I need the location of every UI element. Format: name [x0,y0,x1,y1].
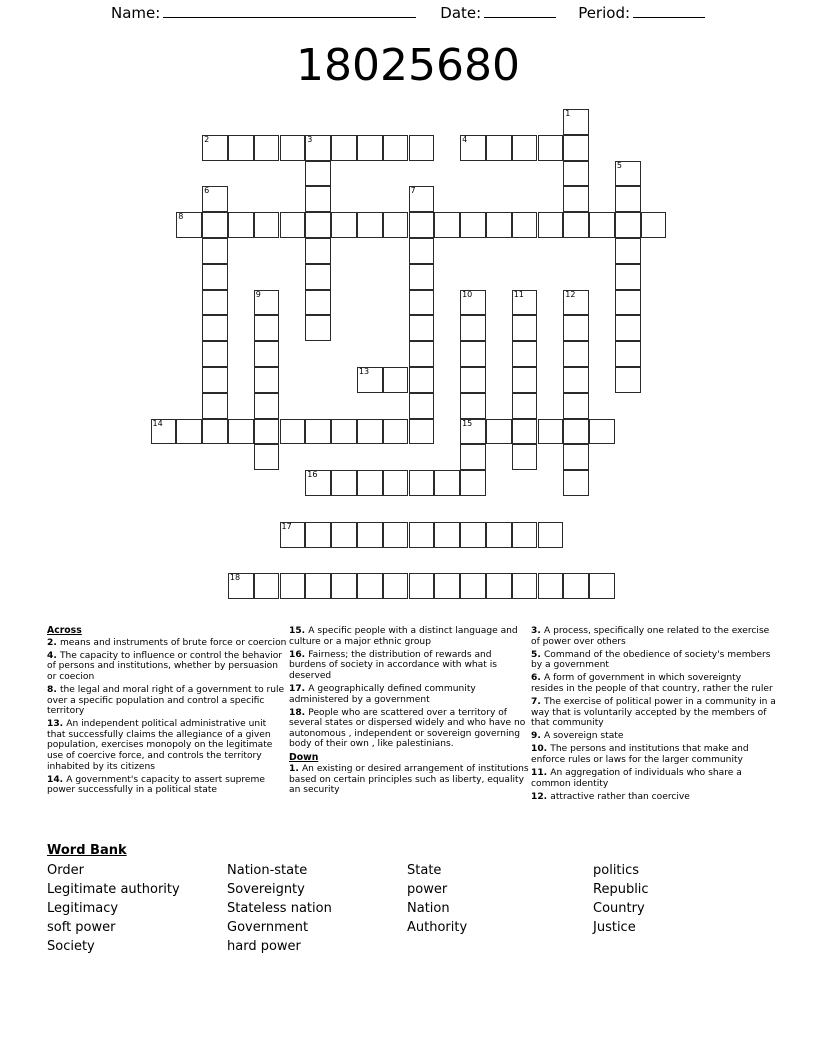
grid-cell[interactable] [331,419,357,445]
grid-cell[interactable] [202,238,228,264]
grid-cell[interactable] [563,470,589,496]
grid-cell[interactable] [615,367,641,393]
grid-cell[interactable] [486,522,512,548]
clue-item [47,775,287,796]
grid-cell[interactable] [305,212,331,238]
clue-text: A form of government in which sovereignty resides in the people of that country, rather the ruler [531,673,773,694]
clue-item [47,719,287,772]
grid-cell[interactable] [202,315,228,341]
clue-text: A government's capacity to assert supreme power successfully in a political state [47,774,265,796]
clue-number: 2. [47,637,60,648]
grid-cell[interactable] [202,186,228,212]
grid-cell[interactable] [434,212,460,238]
grid-cell[interactable] [512,315,538,341]
grid-cell[interactable] [254,573,280,599]
grid-cell[interactable] [615,264,641,290]
grid-cell[interactable] [563,161,589,187]
word-bank-item: Society [47,939,95,954]
grid-cell[interactable] [305,135,331,161]
grid-cell[interactable] [486,419,512,445]
grid-cell[interactable] [512,341,538,367]
clue-number: 18. [289,707,309,718]
clue-text: The exercise of political power in a community in a way that is voluntarily accepted by the members of that community [531,697,776,729]
grid-cell[interactable] [254,290,280,316]
grid-cell-number: 7 [410,186,416,196]
grid-cell-number: 12 [565,289,576,299]
grid-cell[interactable] [538,135,564,161]
grid-cell[interactable] [512,367,538,393]
word-bank-column [227,861,407,956]
grid-cell[interactable] [460,290,486,316]
grid-cell[interactable] [615,341,641,367]
clue-text: A process, specifically one related to the exercise of power over others [531,626,770,647]
grid-cell[interactable] [357,135,383,161]
grid-cell[interactable] [460,444,486,470]
grid-cell[interactable] [512,419,538,445]
grid-cell[interactable] [357,470,383,496]
clue-number: 6. [531,673,544,684]
word-bank-columns [47,861,787,956]
grid-cell[interactable] [563,186,589,212]
grid-cell[interactable] [383,470,409,496]
grid-cell[interactable] [254,444,280,470]
grid-cell-number: 11 [513,289,524,299]
word-bank-item: politics [593,863,640,878]
grid-cell[interactable] [512,290,538,316]
grid-cell[interactable] [305,522,331,548]
grid-cell[interactable] [409,522,435,548]
clue-number: 12. [531,791,551,802]
clue-number: 3. [531,626,544,636]
grid-cell[interactable] [280,135,306,161]
grid-cell[interactable] [641,212,667,238]
grid-cell[interactable] [512,522,538,548]
grid-cell[interactable] [202,212,228,238]
grid-cell[interactable] [434,573,460,599]
grid-cell[interactable] [202,393,228,419]
grid-cell[interactable] [228,419,254,445]
clue-item [47,651,287,683]
grid-cell[interactable] [202,264,228,290]
grid-cell[interactable] [280,419,306,445]
clue-text: An aggregation of individuals who share a common identity [531,768,742,789]
clue-text: People who are scattered over a territory of several states or dispersed widely and who have no autonomous , independent or sovereign governing body of their own , like palestinians. [289,707,526,750]
grid-cell[interactable] [563,444,589,470]
grid-cell[interactable] [409,419,435,445]
grid-cell[interactable] [357,522,383,548]
clue-text: An existing or desired arrangement of institutions based on certain principles such as liberty, equality an security [289,764,529,796]
clue-number: 13. [47,719,67,730]
grid-cell[interactable] [563,573,589,599]
grid-cell[interactable] [254,341,280,367]
clue-text: the legal and moral right of a government to rule over a specific population and control a specific territory [47,684,285,717]
clue-text: A sovereign state [543,731,624,742]
clue-item [531,626,776,647]
grid-cell[interactable] [589,419,615,445]
clue-text: means and instruments of brute force or coercion [59,637,287,648]
word-bank-item: hard power [227,939,301,954]
grid-cell[interactable] [331,522,357,548]
grid-cell[interactable] [383,212,409,238]
grid-cell-number: 17 [281,521,292,531]
clue-item [289,626,529,647]
page-title: 18025680 [296,40,520,91]
clue-number: 14. [47,774,67,785]
grid-cell[interactable] [512,135,538,161]
grid-cell-number: 8 [178,212,184,222]
word-bank-item: Republic [593,882,649,897]
grid-cell[interactable] [538,419,564,445]
grid-cell[interactable] [538,212,564,238]
grid-cell[interactable] [512,212,538,238]
grid-cell[interactable] [305,315,331,341]
grid-cell[interactable] [357,367,383,393]
grid-cell[interactable] [512,444,538,470]
grid-cell[interactable] [563,341,589,367]
grid-cell[interactable] [460,573,486,599]
across-heading: Across [47,625,82,636]
word-bank-column [407,861,593,956]
grid-cell[interactable] [563,212,589,238]
grid-cell[interactable] [228,135,254,161]
grid-cell[interactable] [383,419,409,445]
word-bank-item: power [407,882,448,897]
grid-cell[interactable] [460,522,486,548]
grid-cell-number: 5 [616,160,622,170]
grid-cell[interactable] [305,470,331,496]
grid-cell[interactable] [434,470,460,496]
grid-cell-number: 14 [152,418,163,428]
grid-cell[interactable] [615,315,641,341]
grid-cell[interactable] [589,212,615,238]
clue-item [531,673,776,694]
word-bank-item: State [407,863,442,878]
clue-column-1 [47,626,287,798]
clue-item [289,764,529,796]
grid-cell[interactable] [254,315,280,341]
grid-cell[interactable] [460,419,486,445]
grid-cell[interactable] [563,419,589,445]
grid-cell[interactable] [254,419,280,445]
clue-number: 10. [531,744,551,755]
grid-cell[interactable] [615,186,641,212]
clue-number: 16. [289,649,309,660]
word-bank-item: Justice [593,920,636,935]
grid-cell[interactable] [460,367,486,393]
clue-text: Command of the obedience of society's members by a government [531,649,771,671]
clue-item [531,792,776,803]
grid-cell[interactable] [202,419,228,445]
down-heading: Down [289,751,319,763]
word-bank-item: Legitimate authority [47,882,180,897]
grid-cell[interactable] [254,393,280,419]
grid-cell[interactable] [409,367,435,393]
word-bank-column [593,861,773,956]
word-bank-item: Authority [407,920,468,935]
clue-item [289,708,529,750]
grid-cell[interactable] [383,367,409,393]
clue-number: 5. [531,649,544,660]
grid-cell-number: 16 [307,470,318,480]
clue-item [531,697,776,729]
grid-cell[interactable] [512,573,538,599]
grid-cell[interactable] [383,573,409,599]
grid-cell-number: 13 [358,367,370,376]
grid-cell[interactable] [563,393,589,419]
clue-lists [0,626,816,831]
grid-cell[interactable] [357,212,383,238]
grid-cell[interactable] [228,212,254,238]
clue-item [289,684,529,705]
grid-cell[interactable] [254,212,280,238]
clue-item [531,650,776,671]
word-bank-item: Nation [407,901,450,916]
clue-item [531,768,776,789]
grid-cell-number: 15 [462,418,473,428]
clue-column-3 [531,626,776,805]
clue-text: An independent political administrative unit that successfully claims the allegiance of a given population, exercises monopoly on the legitimate use of coercive force, and controls the territory inhabited by its citizens [47,719,273,772]
word-bank-item: Order [47,863,84,878]
grid-cell[interactable] [305,419,331,445]
grid-cell[interactable] [254,135,280,161]
clue-number: 17. [289,683,309,694]
grid-cell[interactable] [409,212,435,238]
grid-cell[interactable] [202,135,228,161]
period-label: Period: [578,4,631,22]
grid-cell[interactable] [228,573,254,599]
grid-cell[interactable] [486,135,512,161]
word-bank-item: Nation-state [227,863,308,878]
grid-cell[interactable] [460,341,486,367]
grid-cell[interactable] [305,238,331,264]
grid-cell[interactable] [486,212,512,238]
grid-cell[interactable] [434,522,460,548]
grid-cell-number: 2 [204,134,210,144]
clue-item [47,638,287,649]
grid-cell[interactable] [409,573,435,599]
grid-cell-number: 9 [255,289,261,299]
grid-cell[interactable] [176,212,202,238]
clue-text: The capacity to influence or control the behavior of persons and institutions, whether by persuasion or coecion [47,650,283,682]
clue-column-2 [289,626,529,798]
grid-cell[interactable] [331,470,357,496]
grid-cell[interactable] [305,161,331,187]
grid-cell[interactable] [305,573,331,599]
grid-cell[interactable] [409,341,435,367]
grid-cell[interactable] [563,109,589,135]
grid-cell[interactable] [409,290,435,316]
grid-cell[interactable] [563,315,589,341]
word-bank-item: soft power [47,920,116,935]
grid-cell[interactable] [615,290,641,316]
grid-cell[interactable] [409,135,435,161]
grid-cell[interactable] [563,290,589,316]
grid-cell[interactable] [331,212,357,238]
grid-cell[interactable] [202,341,228,367]
word-bank-item: Legitimacy [47,901,119,916]
grid-cell[interactable] [331,573,357,599]
grid-cell[interactable] [615,212,641,238]
grid-cell[interactable] [460,393,486,419]
grid-cell[interactable] [409,186,435,212]
grid-cell-number: 10 [462,289,473,299]
grid-cell[interactable] [280,522,306,548]
grid-cell-number: 6 [204,186,210,196]
grid-cell[interactable] [486,573,512,599]
grid-cell[interactable] [615,161,641,187]
clue-item [289,650,529,682]
word-bank-column [47,861,227,956]
word-bank-item: Stateless nation [227,901,332,916]
clue-text: attractive rather than coercive [550,791,690,802]
clue-number: 7. [531,697,544,708]
grid-cell[interactable] [563,135,589,161]
clue-text: A geographically defined community administered by a government [289,683,476,705]
grid-cell[interactable] [202,290,228,316]
word-bank-item: Sovereignty [227,882,305,897]
grid-cell-number: 1 [565,109,571,118]
clue-text: A specific people with a distinct language and culture or a major ethnic group [289,626,518,647]
grid-cell[interactable] [409,264,435,290]
word-bank-item: Government [227,920,309,935]
clue-number: 11. [531,768,551,779]
grid-cell[interactable] [409,470,435,496]
clue-number: 9. [531,731,544,742]
grid-cell[interactable] [280,212,306,238]
grid-cell[interactable] [409,393,435,419]
clue-number: 1. [289,764,302,775]
grid-cell[interactable] [563,367,589,393]
grid-cell-number: 4 [462,134,468,144]
name-label: Name: [110,4,161,22]
clue-number: 4. [47,650,60,661]
clue-item [47,685,287,717]
clue-item [531,731,776,742]
grid-cell[interactable] [512,393,538,419]
clue-text: The persons and institutions that make and enforce rules or laws for the larger community [531,744,749,766]
grid-cell[interactable] [280,573,306,599]
grid-cell[interactable] [383,135,409,161]
grid-cell[interactable] [176,419,202,445]
grid-cell[interactable] [460,470,486,496]
grid-cell[interactable] [538,573,564,599]
grid-cell[interactable] [460,315,486,341]
grid-cell[interactable] [331,135,357,161]
clue-text: Fairness; the distribution of rewards and burdens of society in accordance with what is deserved [289,649,497,681]
date-label: Date: [440,4,482,22]
grid-cell[interactable] [305,264,331,290]
grid-cell-number: 3 [307,134,313,144]
grid-cell[interactable] [202,367,228,393]
word-bank-heading: Word Bank [47,843,127,858]
grid-cell[interactable] [305,186,331,212]
clue-number: 15. [289,626,309,636]
clue-number: 8. [47,684,60,695]
grid-cell[interactable] [460,212,486,238]
clue-item [531,744,776,765]
grid-cell[interactable] [357,573,383,599]
grid-cell[interactable] [383,522,409,548]
grid-cell[interactable] [589,573,615,599]
grid-cell[interactable] [357,419,383,445]
grid-cell[interactable] [460,135,486,161]
word-bank-item: Country [593,901,645,916]
word-bank [47,843,787,956]
grid-cell[interactable] [151,419,177,445]
grid-cell[interactable] [409,238,435,264]
grid-cell[interactable] [409,315,435,341]
grid-cell[interactable] [254,367,280,393]
grid-cell[interactable] [615,238,641,264]
grid-cell-number: 18 [229,573,241,583]
grid-cell[interactable] [305,290,331,316]
grid-cell[interactable] [538,522,564,548]
